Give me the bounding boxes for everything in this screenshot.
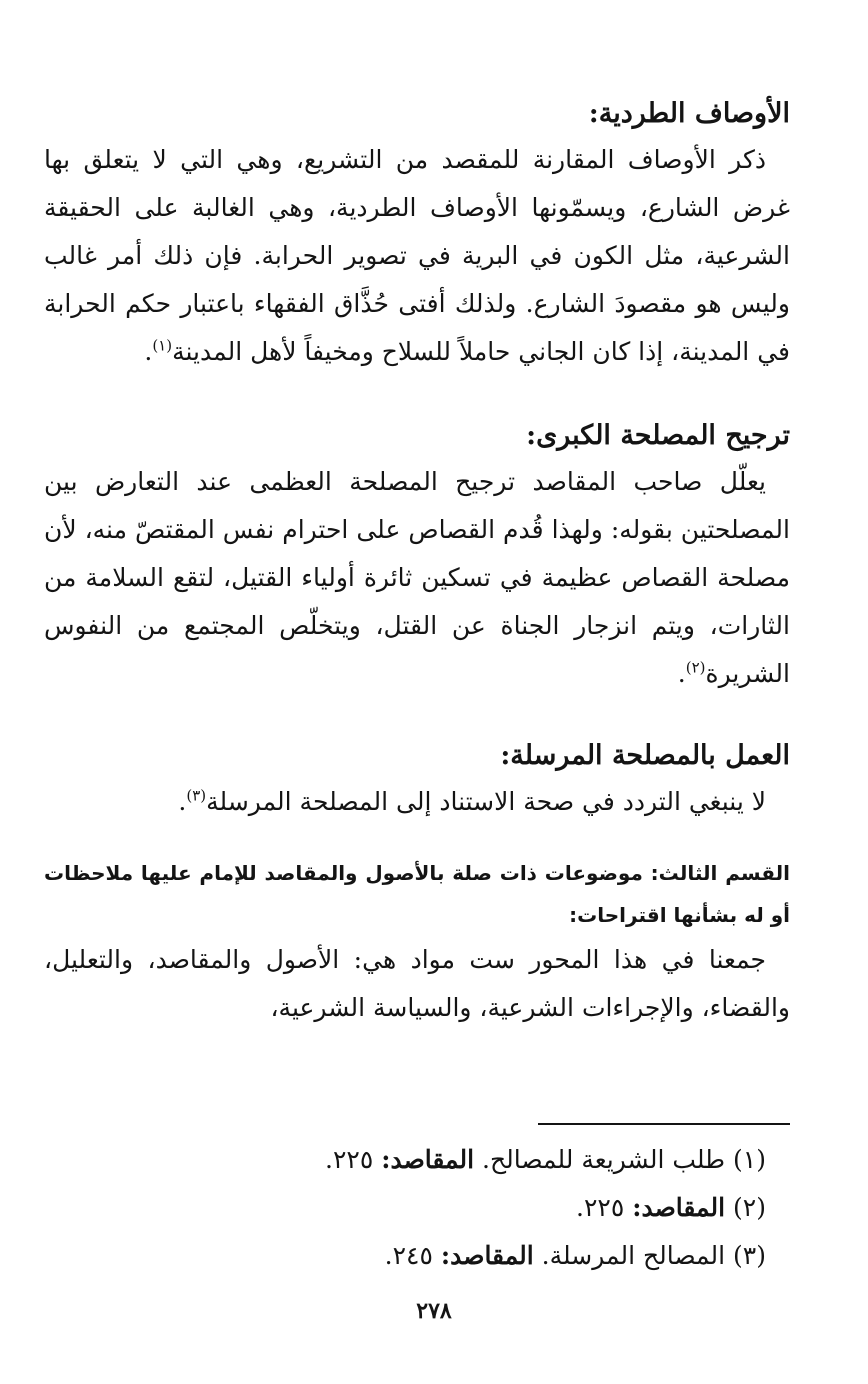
footnote-marker: (٢) — [685, 658, 706, 677]
footnote-number: (٣) — [733, 1241, 766, 1270]
footnote-marker: (١) — [152, 336, 173, 355]
page-content — [44, 92, 790, 1032]
footnote-source: المقاصد: — [381, 1145, 475, 1174]
paragraph-text: ذكر الأوصاف المقارنة للمقصد من التشريع، وهي التي لا يتعلق بها غرض الشارع، ويسمّونها الأوصاف الطردية، وهي الغالبة على الحقيقة الشرعية، مثل الكون في البرية في تصوير الحرابة. فإن ذلك أمر غالب وليس هو مقصودَ الشارع. ولذلك أفتى حُذَّاق الفقهاء باعتبار حكم الحرابة في المدينة، إذا كان الجاني حاملاً للسلاح ومخيفاً لأهل المدينة — [44, 145, 790, 366]
footnote-number: (١) — [733, 1145, 766, 1174]
paragraph-tail: . — [144, 337, 153, 366]
section-heading-1: الأوصاف الطردية: — [588, 98, 790, 129]
section-paragraph-1 — [44, 136, 790, 376]
footnote-marker: (٣) — [186, 786, 207, 805]
footnote-2 — [44, 1184, 790, 1232]
subsection-paragraph: جمعنا في هذا المحور ست مواد هي: الأصول والمقاصد، والتعليل، والقضاء، والإجراءات الشرعية، والسياسة الشرعية، — [44, 945, 790, 1022]
footnote-text: طلب الشريعة للمصالح. — [482, 1145, 726, 1174]
footnote-3 — [44, 1232, 790, 1280]
footnotes — [44, 1136, 790, 1280]
footnote-ref: ٢٤٥. — [384, 1241, 433, 1270]
footnote-ref: ٢٢٥. — [576, 1193, 625, 1222]
section-heading-2: ترجيح المصلحة الكبرى: — [526, 420, 790, 451]
footnote-source: المقاصد: — [632, 1193, 726, 1222]
paragraph-text: لا ينبغي التردد في صحة الاستناد إلى المصلحة المرسلة — [206, 787, 766, 816]
paragraph-tail: . — [677, 659, 686, 688]
section-paragraph-2 — [44, 458, 790, 698]
section-paragraph-3 — [44, 778, 790, 826]
footnote-ref: ٢٢٥. — [325, 1145, 374, 1174]
footnote-divider — [538, 1123, 790, 1125]
section-heading-3: العمل بالمصلحة المرسلة: — [500, 740, 790, 771]
subsection-heading: القسم الثالث: موضوعات ذات صلة بالأصول والمقاصد للإمام عليها ملاحظات أو له بشأنها اقتراحات: — [44, 861, 790, 927]
paragraph-text: يعلّل صاحب المقاصد ترجيح المصلحة العظمى عند التعارض بين المصلحتين بقوله: ولهذا قُدم القصاص على احترام نفس المقتصّ منه، لأن مصلحة القصاص عظيمة في تسكين ثائرة أولياء القتيل، لتقع السلامة من الثارات، ويتم انزجار الجناة عن القتل، ويتخلّص المجتمع من النفوس الشريرة — [44, 467, 790, 688]
footnote-1 — [44, 1136, 790, 1184]
page-number: ٢٧٨ — [416, 1298, 452, 1324]
footnote-source: المقاصد: — [440, 1241, 534, 1270]
footnote-number: (٢) — [733, 1193, 766, 1222]
footnote-text: المصالح المرسلة. — [541, 1241, 726, 1270]
paragraph-tail: . — [178, 787, 187, 816]
